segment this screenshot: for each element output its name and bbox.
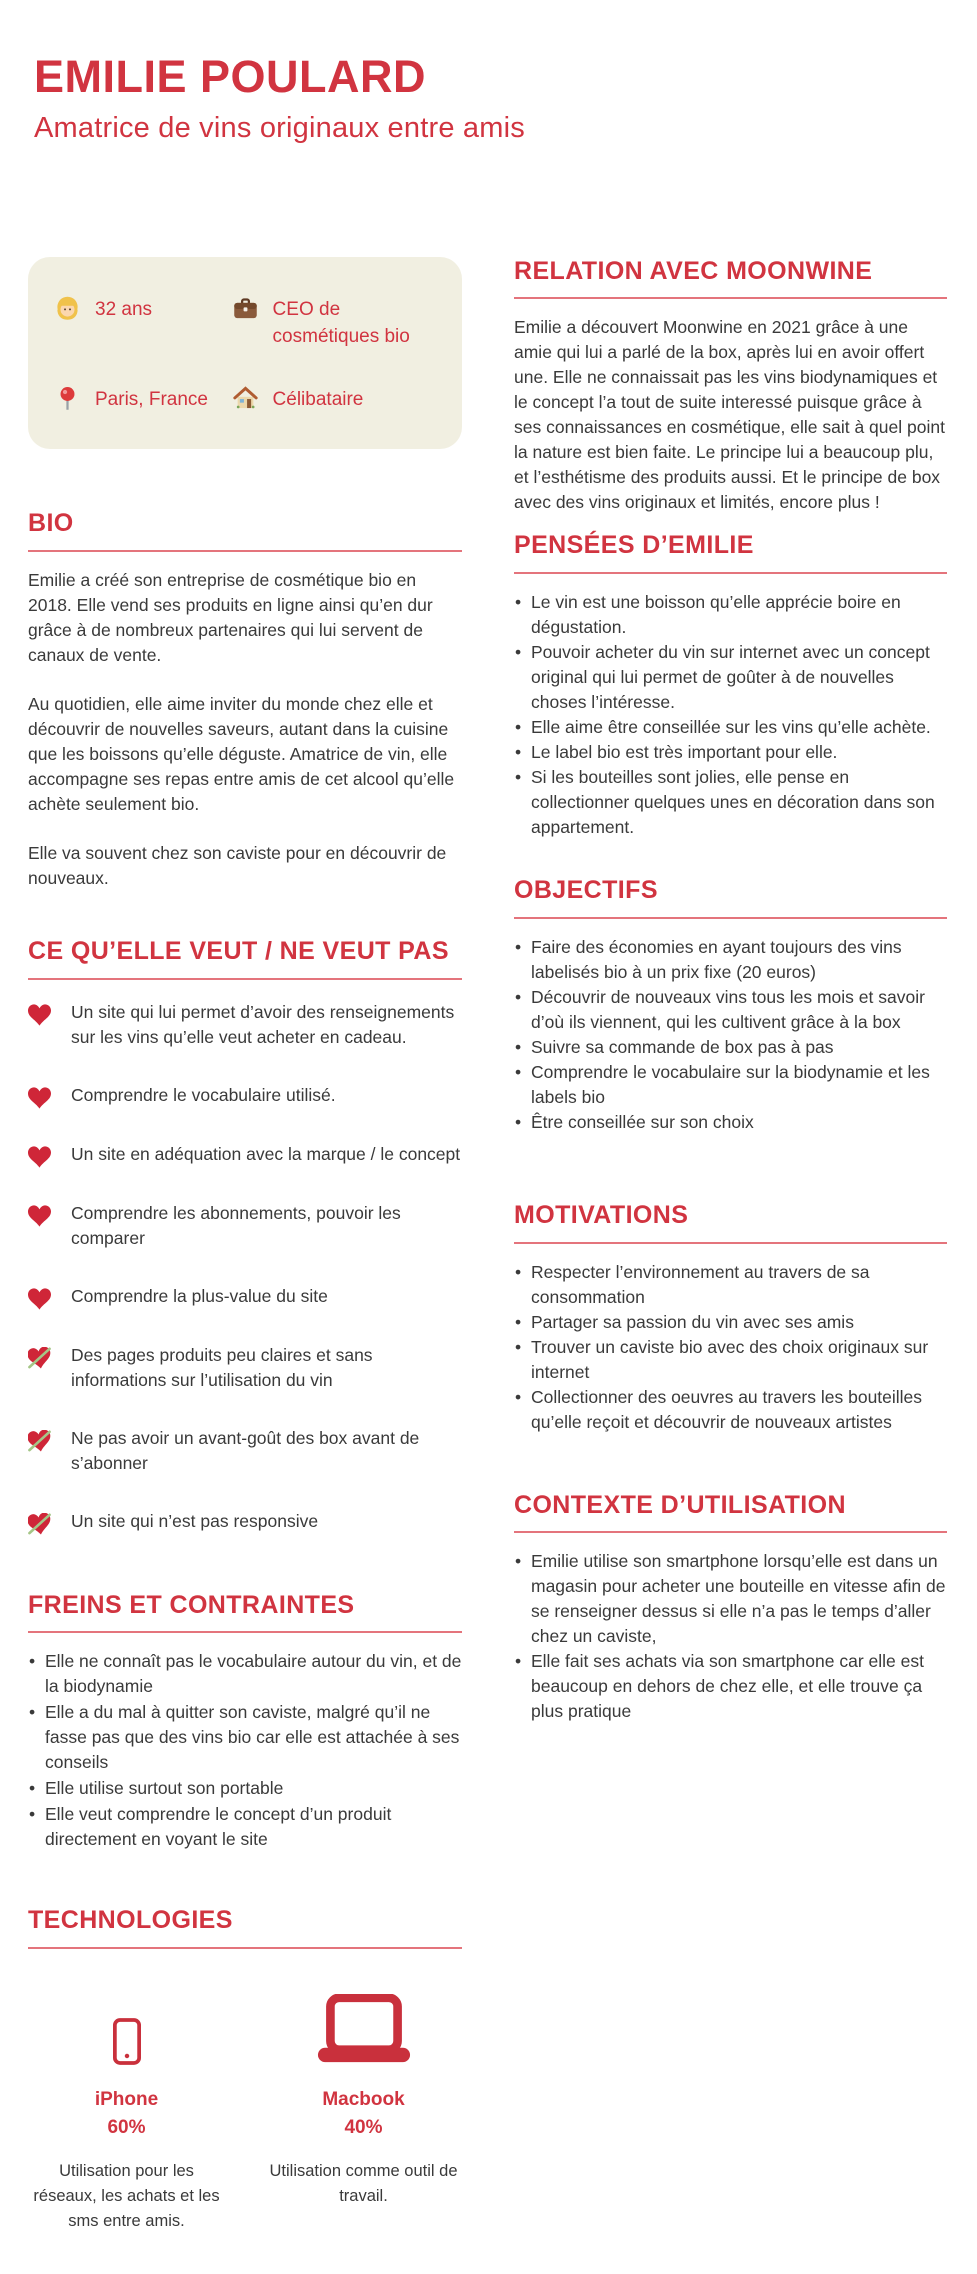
smartphone-icon — [113, 1983, 141, 2065]
section-divider — [514, 297, 947, 299]
wants-title: CE QU’ELLE VEUT / NE VEUT PAS — [28, 936, 449, 965]
context-list — [514, 1549, 947, 1724]
section-divider — [28, 1631, 462, 1633]
profile-item-status — [232, 385, 440, 414]
section-technologies — [28, 1906, 462, 2234]
device-percent: 40% — [344, 2116, 383, 2138]
want-item — [28, 1201, 462, 1251]
constraint-item: • Elle veut comprendre le concept d’un produit directement en voyant le site — [28, 1802, 462, 1852]
profile-item-job — [232, 295, 440, 351]
want-text: Ne pas avoir un avant-goût des box avant de s’abonner — [71, 1427, 420, 1473]
thought-item: • Si les bouteilles sont jolies, elle pense en collectionner quelques unes en décoration dans son appartement. — [514, 765, 947, 840]
device-name: iPhone — [94, 2089, 159, 2111]
thought-item: • Elle aime être conseillée sur les vins qu’elle achète. — [514, 715, 947, 740]
device-caption: Utilisation comme outil de travail. — [269, 2162, 458, 2206]
bio-paragraph: Elle va souvent chez son caviste pour en découvrir de nouveaux. — [28, 842, 447, 888]
motivations-title: MOTIVATIONS — [514, 1200, 689, 1229]
section-divider — [514, 1242, 947, 1244]
device-name: Macbook — [322, 2089, 405, 2111]
objectives-title: OBJECTIFS — [514, 876, 658, 904]
heart-icon — [28, 1205, 51, 1227]
heart-icon — [28, 1288, 51, 1310]
context-title: CONTEXTE D’UTILISATION — [514, 1490, 846, 1519]
right-column — [514, 257, 947, 2235]
objective-item: • Découvrir de nouveaux vins tous les mois et savoir d’où ils viennent, qui les cultivent grâce à la box — [514, 985, 947, 1035]
heart-icon — [28, 1004, 51, 1026]
section-wants — [28, 937, 462, 1535]
page-subtitle: Amatrice de vins originaux entre amis — [34, 111, 525, 144]
thought-item: • Le vin est une boisson qu’elle apprécie boire en dégustation. — [514, 590, 947, 640]
devices — [28, 1965, 462, 2234]
laptop-icon — [316, 1983, 412, 2065]
bio-title: BIO — [28, 509, 74, 538]
thought-item: • Pouvoir acheter du vin sur internet avec un concept original qui lui permet de goûter à de nouvelles choses l’intéresse. — [514, 640, 947, 715]
section-constraints — [28, 1591, 462, 1853]
motivation-item: • Respecter l’environnement au travers de sa consommation — [514, 1260, 947, 1310]
section-divider — [28, 550, 462, 552]
profile-age-label: 32 ans — [95, 298, 153, 320]
want-item — [28, 1343, 462, 1393]
thoughts-list — [514, 590, 947, 840]
constraint-item: • Elle a du mal à quitter son caviste, malgré qu’il ne fasse pas que des vins bio car elle est attachée à ses conseils — [28, 1700, 462, 1775]
profile-item-location — [54, 385, 232, 414]
want-item — [28, 1426, 462, 1476]
bio-paragraph: Emilie a créé son entreprise de cosmétique bio en 2018. Elle vend ses produits en ligne ainsi qu’en dur grâce à de nombreux partenaires qui lui servent de canaux de vente. — [28, 569, 433, 665]
section-objectives — [514, 876, 947, 1135]
want-item — [28, 1083, 462, 1109]
relation-paragraph: Emilie a découvert Moonwine en 2021 grâce à une amie qui lui a parlé de la box, après lui en avoir offert une. Elle ne connaissait pas les vins biodynamiques et le concept l’a tout de suite interessé puisque grâce à ses connaissances en cosmétique, elle sait à quel point la nature est bien faite. Le principe lui a beaucoup plu, et l’esthétisme des produits aussi. Et le principe de box avec des vins originaux et limités, encore plus ! — [514, 317, 945, 513]
profile-job-label: CEO de cosmétiques bio — [272, 298, 410, 348]
thoughts-title: PENSÉES D’EMILIE — [514, 531, 754, 560]
page-title: EMILIE POULARD — [34, 51, 427, 102]
section-context — [514, 1491, 947, 1725]
heart-icon — [28, 1087, 51, 1109]
constraints-list — [28, 1649, 462, 1852]
want-item — [28, 1142, 462, 1168]
profile-item-age — [54, 295, 232, 351]
want-text: Un site en adéquation avec la marque / le concept — [71, 1143, 461, 1164]
section-divider — [514, 1531, 947, 1533]
section-relation — [514, 257, 947, 516]
motivation-item: • Partager sa passion du vin avec ses amis — [514, 1310, 947, 1335]
profile-location-label: Paris, France — [95, 388, 208, 410]
header — [28, 52, 947, 145]
briefcase-icon — [232, 295, 259, 322]
context-item: • Emilie utilise son smartphone lorsqu’elle est dans un magasin pour acheter une bouteille en vitesse afin de se renseigner dessus si elle n’a pas le temps d’aller chez un caviste, — [514, 1549, 947, 1649]
relation-title: RELATION AVEC MOONWINE — [514, 256, 873, 285]
constraints-title: FREINS ET CONTRAINTES — [28, 1590, 355, 1619]
section-motivations — [514, 1201, 947, 1435]
device-macbook — [265, 1983, 462, 2234]
motivations-list — [514, 1260, 947, 1435]
motivation-item: • Trouver un caviste bio avec des choix originaux sur internet — [514, 1335, 947, 1385]
objective-item: • Suivre sa commande de box pas à pas — [514, 1035, 947, 1060]
want-text: Comprendre la plus-value du site — [71, 1285, 328, 1306]
objective-item: • Comprendre le vocabulaire sur la biodynamie et les labels bio — [514, 1060, 947, 1110]
section-divider — [514, 917, 947, 919]
technologies-title: TECHNOLOGIES — [28, 1906, 233, 1935]
device-caption: Utilisation pour les réseaux, les achats et les sms entre amis. — [33, 2162, 220, 2231]
section-divider — [28, 1947, 462, 1949]
constraint-item: • Elle ne connaît pas le vocabulaire autour du vin, et de la biodynamie — [28, 1649, 462, 1699]
heart-icon — [28, 1146, 51, 1168]
want-text: Des pages produits peu claires et sans informations sur l’utilisation du vin — [71, 1344, 373, 1390]
want-text: Un site qui n’est pas responsive — [71, 1510, 319, 1531]
want-text: Comprendre les abonnements, pouvoir les comparer — [71, 1202, 401, 1248]
left-column — [28, 257, 462, 2235]
context-item: • Elle fait ses achats via son smartphone car elle est beaucoup en dehors de chez elle, et elle trouve ça plus pratique — [514, 1649, 947, 1724]
pin-icon — [54, 385, 81, 412]
objective-item: • Être conseillée sur son choix — [514, 1110, 947, 1135]
want-text: Un site qui lui permet d’avoir des renseignements sur les vins qu’elle veut acheter en cadeau. — [71, 1001, 455, 1047]
constraint-item: • Elle utilise surtout son portable — [28, 1776, 462, 1801]
device-iphone — [28, 1983, 225, 2234]
section-thoughts — [514, 531, 947, 840]
motivation-item: • Collectionner des oeuvres au travers les bouteilles qu’elle reçoit et découvrir de nouveaux artistes — [514, 1385, 947, 1435]
profile-card — [28, 257, 462, 450]
heart-slash-icon — [28, 1430, 51, 1452]
want-item — [28, 1509, 462, 1535]
heart-slash-icon — [28, 1513, 51, 1535]
section-divider — [514, 572, 947, 574]
woman-icon — [54, 295, 81, 322]
want-item — [28, 1284, 462, 1310]
objectives-list — [514, 935, 947, 1135]
want-item — [28, 1000, 462, 1050]
bio-paragraph: Au quotidien, elle aime inviter du monde chez elle et découvrir de nouvelles saveurs, autant dans la cuisine que les boissons qu’elle déguste. Amatrice de vin, elle accompagne ses repas entre amis de cet alcool qu’elle achète seulement bio. — [28, 693, 455, 814]
section-divider — [28, 978, 462, 980]
section-bio — [28, 509, 462, 891]
profile-status-label: Célibataire — [272, 388, 364, 410]
thought-item: • Le label bio est très important pour elle. — [514, 740, 947, 765]
columns — [28, 257, 947, 2235]
want-text: Comprendre le vocabulaire utilisé. — [71, 1084, 336, 1105]
house-icon — [232, 385, 259, 412]
objective-item: • Faire des économies en ayant toujours des vins labelisés bio à un prix fixe (20 euros) — [514, 935, 947, 985]
device-percent: 60% — [107, 2116, 146, 2138]
heart-slash-icon — [28, 1347, 51, 1369]
